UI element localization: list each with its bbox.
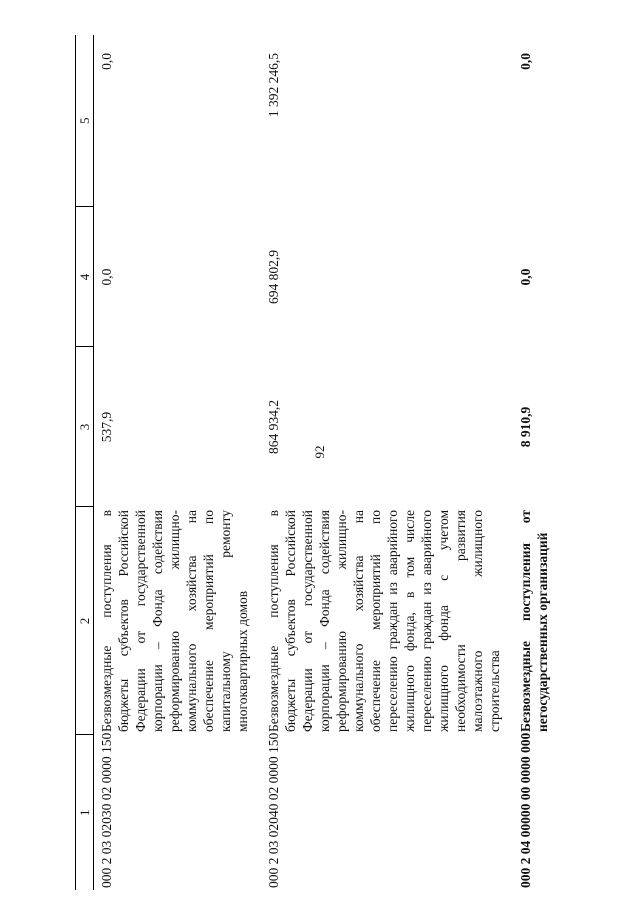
row-value-col4: 694 802,9 — [266, 250, 281, 304]
header-row — [76, 35, 94, 890]
header-col-3: 3 — [76, 347, 94, 507]
row-code: 000 2 04 00000 00 0000 000 — [518, 732, 533, 888]
row-value-col4: 0,0 — [99, 268, 114, 286]
row-description: Безвозмездные поступления в бюджеты субъектов Российской Федерации от государственной корпорации – Фонда содействия реформированию жилищно-коммунального хозяйства на обеспечение мероприятий по переселению граждан из аварийного жилищного фонда, в том числе переселению граждан из аварийного жилищного фонда с учетом необходимости развития малоэтажного жилищного строительства — [266, 510, 502, 732]
row-description: Безвозмездные поступления от негосударственных организаций — [518, 510, 550, 732]
row-value-col5: 0,0 — [99, 53, 114, 70]
row-code: 000 2 03 02030 02 0000 150 — [99, 732, 114, 888]
table-row — [94, 35, 262, 890]
row-description: Безвозмездные поступления в бюджеты субъектов Российской Федерации от государственной корпорации – Фонда содействия реформированию жилищно-коммунального хозяйства на обеспечение мероприятий по капитальному ремонту многоквартирных домов — [99, 510, 250, 732]
header-col-1: 1 — [76, 735, 94, 890]
rotated-table-container — [75, 35, 550, 890]
header-col-5: 5 — [76, 35, 94, 207]
table-row — [513, 35, 561, 890]
row-value-col5: 0,0 — [518, 53, 533, 70]
header-col-4: 4 — [76, 207, 94, 347]
row-value-col3: 537,9 — [99, 411, 114, 443]
table-row — [261, 35, 513, 890]
page-number: 92 — [312, 445, 327, 459]
row-value-col3: 8 910,9 — [518, 406, 533, 448]
row-value-col5: 1 392 246,5 — [266, 53, 281, 118]
budget-table — [75, 35, 561, 890]
row-code: 000 2 03 02040 02 0000 150 — [266, 732, 281, 888]
row-value-col4: 0,0 — [518, 268, 533, 286]
header-col-2: 2 — [76, 507, 94, 735]
row-value-col3: 864 934,2 — [266, 400, 281, 454]
